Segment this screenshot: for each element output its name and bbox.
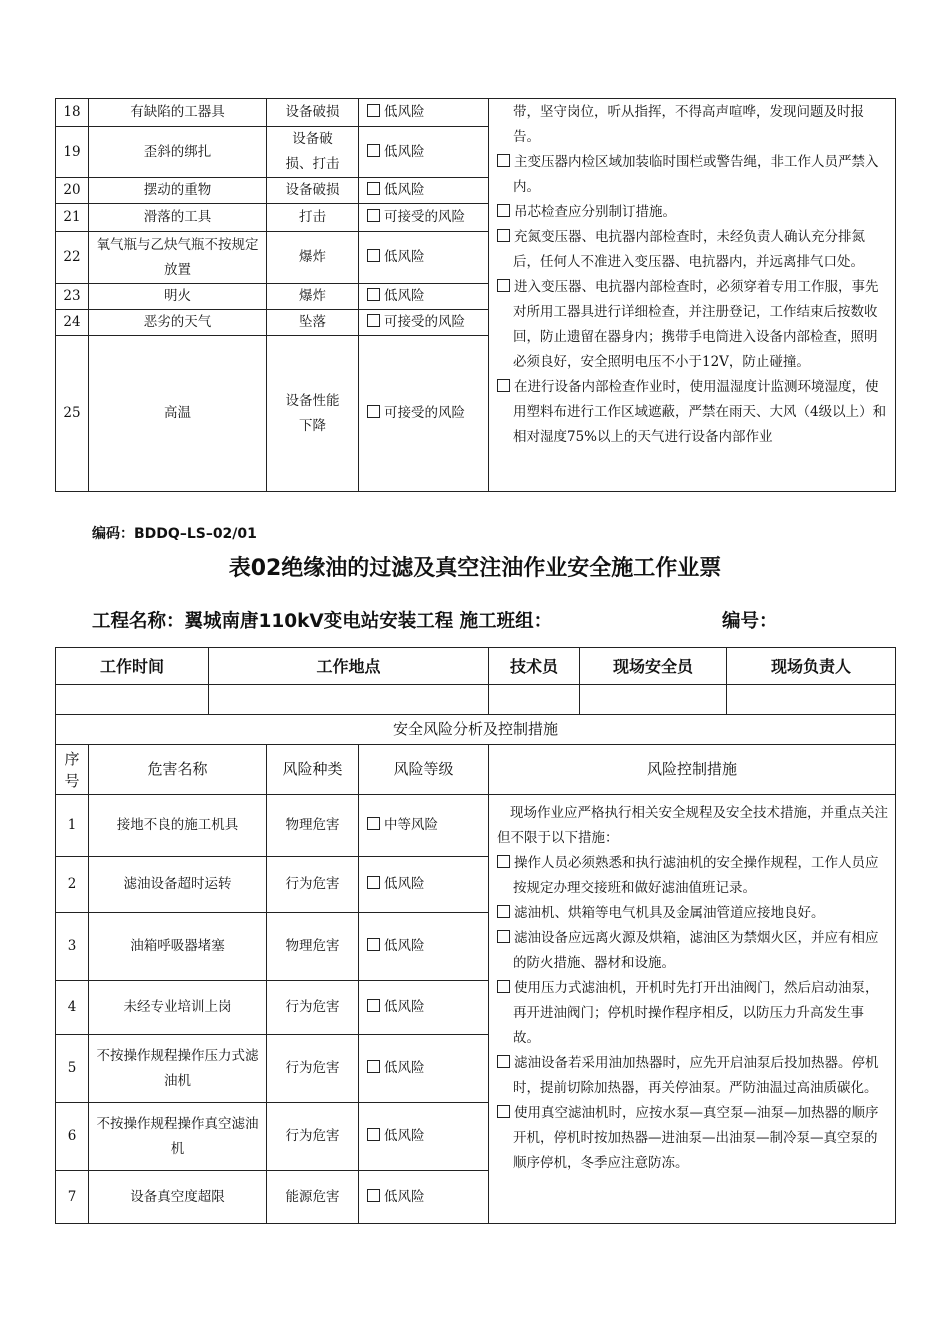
risk-category: 能源危害 — [267, 1171, 359, 1224]
row-number: 2 — [56, 857, 89, 913]
measure-item: 滤油设备若采用油加热器时，应先开启油泵后投加热器。停机时，提前切除加热器，再关停油泵。严防油温过高油质碳化。 — [497, 1051, 889, 1101]
checkbox[interactable] — [367, 104, 380, 117]
checkbox[interactable] — [497, 980, 510, 993]
row-number: 24 — [56, 310, 89, 336]
measure-item: 进入变压器、电抗器内部检查时，必须穿着专用工作服，事先对所用工器具进行详细检查，并注册登记，工作结束后按数收回，防止遗留在器身内；携带手电筒进入设备内部检查，照明必须良好，安全照明电压不小于12V，防止碰撞。 — [497, 275, 889, 375]
hazard-name: 滑落的工具 — [89, 204, 267, 232]
risk-category: 设备性能下降 — [267, 336, 359, 492]
checkbox[interactable] — [367, 876, 380, 889]
hazard-name: 不按操作规程操作压力式滤油机 — [89, 1035, 267, 1103]
section-title-row — [56, 715, 896, 745]
checkbox[interactable] — [367, 1060, 380, 1073]
site-leader-field[interactable] — [727, 685, 896, 715]
measure-item: 主变压器内检区域加装临时围栏或警告绳，非工作人员严禁入内。 — [497, 150, 889, 200]
row-number: 19 — [56, 127, 89, 178]
risk-level: 低风险 — [359, 981, 489, 1035]
hazard-name: 明火 — [89, 284, 267, 310]
row-number: 20 — [56, 178, 89, 204]
page-title: 表02绝缘油的过滤及真空注油作业安全施工作业票 — [228, 556, 722, 581]
safety-officer-header: 现场安全员 — [580, 648, 727, 685]
document-code: 编码：BDDQ–LS–02/01 — [92, 526, 257, 542]
hazard-name: 不按操作规程操作真空滤油机 — [89, 1103, 267, 1171]
measure-item: 充氮变压器、电抗器内部检查时，未经负责人确认充分排氮后，任何人不准进入变压器、电抗器内，并远离排气口处。 — [497, 225, 889, 275]
measure-continuation: 带，坚守岗位，听从指挥，不得高声喧哗，发现问题及时报告。 — [513, 104, 864, 145]
technician-field[interactable] — [489, 685, 580, 715]
risk-level: 中等风险 — [359, 795, 489, 857]
row-number: 21 — [56, 204, 89, 232]
header-row — [56, 648, 896, 685]
site-leader-header: 现场负责人 — [727, 648, 896, 685]
checkbox[interactable] — [367, 249, 380, 262]
table-row — [56, 795, 896, 857]
checkbox[interactable] — [497, 279, 510, 292]
checkbox[interactable] — [367, 405, 380, 418]
column-level: 风险等级 — [359, 745, 489, 795]
checkbox[interactable] — [367, 182, 380, 195]
work-place-field[interactable] — [209, 685, 489, 715]
checkbox[interactable] — [367, 144, 380, 157]
risk-level: 低风险 — [359, 178, 489, 204]
checkbox[interactable] — [367, 314, 380, 327]
risk-category: 爆炸 — [267, 284, 359, 310]
row-number: 18 — [56, 99, 89, 127]
measures-intro: 现场作业应严格执行相关安全规程及安全技术措施，并重点关注但不限于以下措施： — [497, 805, 889, 846]
risk-category: 设备破损 — [267, 178, 359, 204]
column-no: 序号 — [56, 745, 89, 795]
hazard-name: 未经专业培训上岗 — [89, 981, 267, 1035]
top-risk-table — [55, 98, 896, 492]
risk-category: 行为危害 — [267, 1035, 359, 1103]
risk-level: 低风险 — [359, 1171, 489, 1224]
work-ticket-table — [55, 647, 896, 1224]
risk-category: 行为危害 — [267, 857, 359, 913]
risk-level: 低风险 — [359, 857, 489, 913]
risk-level: 可接受的风险 — [359, 336, 489, 492]
column-header-row — [56, 745, 896, 795]
checkbox[interactable] — [497, 1105, 510, 1118]
checkbox[interactable] — [497, 1055, 510, 1068]
row-number: 3 — [56, 913, 89, 981]
checkbox[interactable] — [497, 379, 510, 392]
checkbox[interactable] — [367, 209, 380, 222]
risk-level: 低风险 — [359, 284, 489, 310]
checkbox[interactable] — [367, 817, 380, 830]
measure-item: 在进行设备内部检查作业时，使用温湿度计监测环境湿度，使用塑料布进行工作区域遮蔽，严禁在雨天、大风（4级以上）和相对湿度75%以上的天气进行设备内部作业 — [497, 375, 889, 450]
hazard-name: 设备真空度超限 — [89, 1171, 267, 1224]
checkbox[interactable] — [497, 229, 510, 242]
section-title: 安全风险分析及控制措施 — [56, 715, 896, 745]
project-name-line: 工程名称：翼城南唐110kV变电站安装工程 施工班组： — [92, 611, 553, 632]
hazard-name: 油箱呼吸器堵塞 — [89, 913, 267, 981]
row-number: 7 — [56, 1171, 89, 1224]
measure-item: 使用真空滤油机时，应按水泵—真空泵—油泵—加热器的顺序开机，停机时按加热器—进油泵—出油泵—制冷泵—真空泵的顺序停机，冬季应注意防冻。 — [497, 1101, 889, 1176]
risk-level: 低风险 — [359, 913, 489, 981]
risk-category: 物理危害 — [267, 913, 359, 981]
checkbox[interactable] — [497, 930, 510, 943]
column-category: 风险种类 — [267, 745, 359, 795]
risk-level: 低风险 — [359, 1035, 489, 1103]
row-number: 22 — [56, 232, 89, 284]
row-number: 23 — [56, 284, 89, 310]
row-number: 6 — [56, 1103, 89, 1171]
hazard-name: 歪斜的绑扎 — [89, 127, 267, 178]
number-label: 编号： — [722, 611, 778, 632]
technician-header: 技术员 — [489, 648, 580, 685]
row-number: 25 — [56, 336, 89, 492]
measure-item: 滤油机、烘箱等电气机具及金属油管道应接地良好。 — [497, 901, 889, 926]
checkbox[interactable] — [367, 999, 380, 1012]
risk-category: 爆炸 — [267, 232, 359, 284]
hazard-name: 高温 — [89, 336, 267, 492]
hazard-name: 摆动的重物 — [89, 178, 267, 204]
risk-level: 低风险 — [359, 127, 489, 178]
row-number: 1 — [56, 795, 89, 857]
risk-category: 物理危害 — [267, 795, 359, 857]
safety-officer-field[interactable] — [580, 685, 727, 715]
risk-level: 可接受的风险 — [359, 310, 489, 336]
control-measures-cell — [489, 795, 896, 1224]
risk-category: 坠落 — [267, 310, 359, 336]
checkbox[interactable] — [367, 938, 380, 951]
risk-level: 低风险 — [359, 99, 489, 127]
work-time-header: 工作时间 — [56, 648, 209, 685]
hazard-name: 滤油设备超时运转 — [89, 857, 267, 913]
measure-item: 吊芯检查应分别制订措施。 — [497, 200, 889, 225]
hazard-name: 接地不良的施工机具 — [89, 795, 267, 857]
risk-category: 设备破损 — [267, 99, 359, 127]
checkbox[interactable] — [497, 855, 510, 868]
risk-category: 设备破损、打击 — [267, 127, 359, 178]
checkbox[interactable] — [367, 1128, 380, 1141]
column-hazard: 危害名称 — [89, 745, 267, 795]
hazard-name: 氧气瓶与乙炔气瓶不按规定放置 — [89, 232, 267, 284]
hazard-name: 恶劣的天气 — [89, 310, 267, 336]
row-number: 5 — [56, 1035, 89, 1103]
risk-category: 打击 — [267, 204, 359, 232]
risk-category: 行为危害 — [267, 981, 359, 1035]
checkbox[interactable] — [367, 1189, 380, 1202]
checkbox[interactable] — [497, 905, 510, 918]
measure-item: 滤油设备应远离火源及烘箱，滤油区为禁烟火区，并应有相应的防火措施、器材和设施。 — [497, 926, 889, 976]
row-number: 4 — [56, 981, 89, 1035]
table-row — [56, 99, 896, 127]
checkbox[interactable] — [367, 288, 380, 301]
control-measures-cell — [489, 99, 896, 492]
measure-item: 使用压力式滤油机，开机时先打开出油阀门，然后启动油泵，再开进油阀门；停机时操作程序相反，以防压力升高发生事故。 — [497, 976, 889, 1051]
header-input-row — [56, 685, 896, 715]
risk-level: 低风险 — [359, 1103, 489, 1171]
hazard-name: 有缺陷的工器具 — [89, 99, 267, 127]
work-place-header: 工作地点 — [209, 648, 489, 685]
risk-level: 低风险 — [359, 232, 489, 284]
checkbox[interactable] — [497, 154, 510, 167]
measure-item: 操作人员必须熟悉和执行滤油机的安全操作规程，工作人员应按规定办理交接班和做好滤油值班记录。 — [497, 851, 889, 901]
risk-category: 行为危害 — [267, 1103, 359, 1171]
checkbox[interactable] — [497, 204, 510, 217]
work-time-field[interactable] — [56, 685, 209, 715]
column-measures: 风险控制措施 — [489, 745, 896, 795]
risk-level: 可接受的风险 — [359, 204, 489, 232]
